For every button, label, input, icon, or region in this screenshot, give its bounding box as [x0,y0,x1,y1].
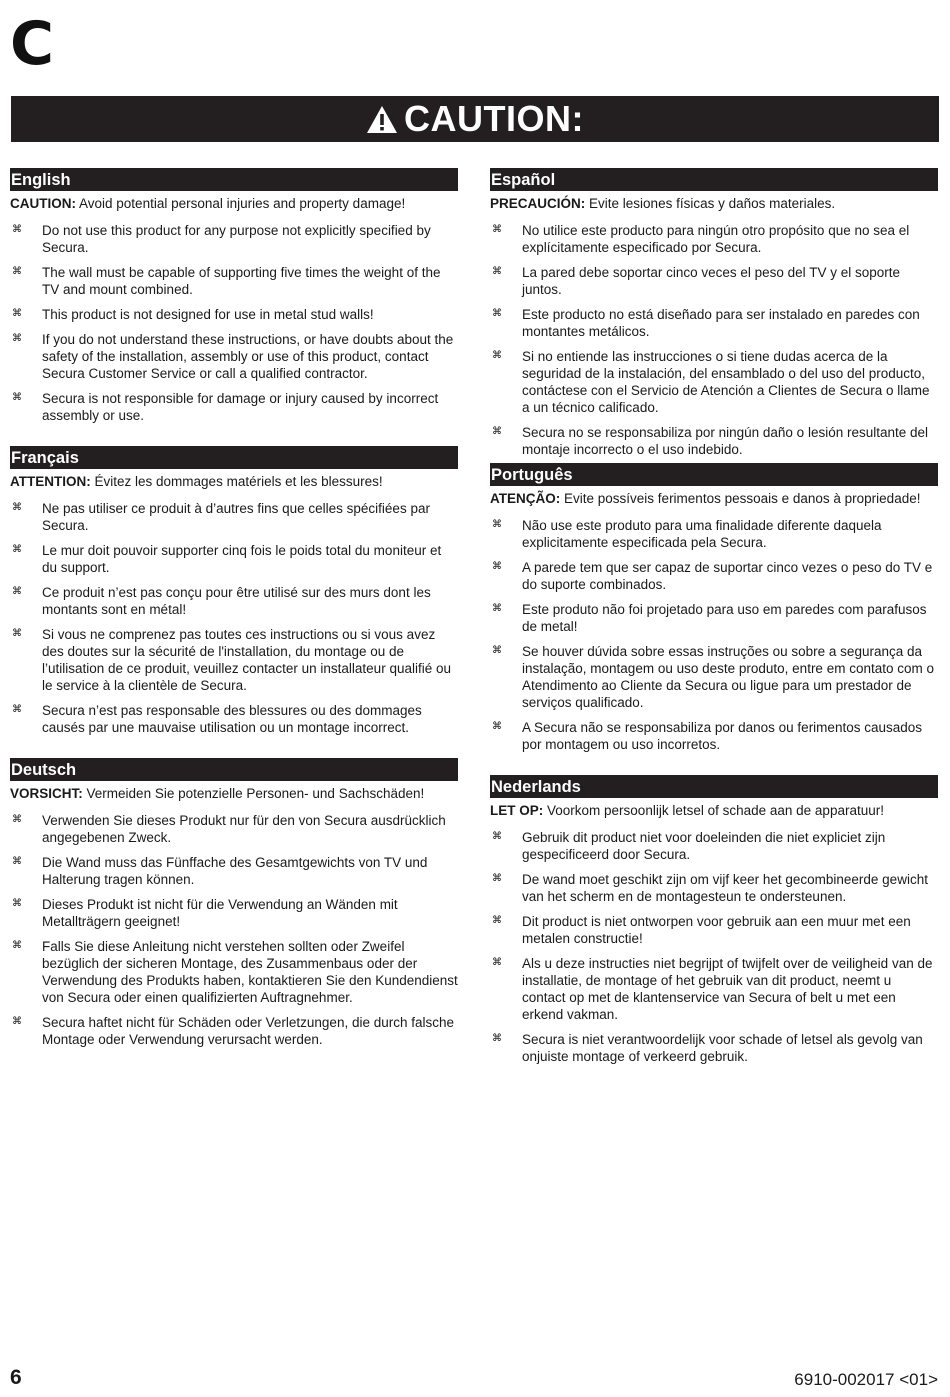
list-item [10,896,458,930]
list-item [490,719,938,753]
warning-line [10,473,458,490]
list-item-text: De wand moet geschikt zijn om vijf keer het gecombineerde gewicht van het scherm en de montagesteun te ondersteunen. [522,872,928,904]
bullet-icon: ⌘ [492,426,502,437]
warning-text: Evite lesiones físicas y daños materiales. [589,196,836,211]
list-item [10,584,458,618]
list-item-text: Do not use this product for any purpose not explicitly specified by Secura. [42,223,431,255]
list-item [490,601,938,635]
list-item [10,222,458,256]
language-header: Deutsch [10,758,458,781]
list-item-text: La pared debe soportar cinco veces el peso del TV y el soporte juntos. [522,265,900,297]
list-item-text: Ne pas utiliser ce produit à d’autres fins que celles spécifiées par Secura. [42,501,430,533]
list-item-text: No utilice este producto para ningún otro propósito que no sea el explícitamente especificado por Secura. [522,223,910,255]
list-item-text: Verwenden Sie dieses Produkt nur für den von Secura ausdrücklich angegebenen Zweck. [42,813,446,845]
language-header: Français [10,446,458,469]
bullet-icon: ⌘ [492,266,502,277]
list-item [10,390,458,424]
list-item-text: The wall must be capable of supporting five times the weight of the TV and mount combined. [42,265,441,297]
list-item [10,1014,458,1048]
language-section-dutch [490,775,938,1073]
bullet-icon: ⌘ [12,224,22,235]
bullet-icon: ⌘ [492,224,502,235]
bullet-icon: ⌘ [492,350,502,361]
list-item-text: Falls Sie diese Anleitung nicht verstehen sollten oder Zweifel bezüglich der sicheren Montage, des Zusammenbaus oder der Verwendung des Produkts haben, kontaktieren Sie den Kundendienst von Secura oder einen qualifizierten Auftragnehmer. [42,939,458,1005]
list-item [10,702,458,736]
warning-label: ATENÇÃO: [490,491,561,506]
list-item-text: This product is not designed for use in metal stud walls! [42,307,374,322]
list-item-text: Não use este produto para uma finalidade diferente daquela explicitamente especificada pela Secura. [522,518,882,550]
list-item-text: Die Wand muss das Fünffache des Gesamtgewichts von TV und Halterung tragen können. [42,855,428,887]
list-item [10,542,458,576]
warning-text: Avoid potential personal injuries and property damage! [79,196,406,211]
list-item [490,829,938,863]
warning-text: Voorkom persoonlijk letsel of schade aan de apparatuur! [547,803,884,818]
list-item-text: Secura n’est pas responsable des blessures ou des dommages causés par une mauvaise utilisation ou un montage incorrect. [42,703,422,735]
language-section-english [10,168,458,432]
caution-list [10,812,458,1048]
list-item-text: A Secura não se responsabiliza por danos ou ferimentos causados por montagem ou uso incorretos. [522,720,922,752]
bullet-icon: ⌘ [492,603,502,614]
language-section-french [10,446,458,744]
bullet-icon: ⌘ [492,519,502,530]
bullet-icon: ⌘ [492,831,502,842]
bullet-icon: ⌘ [492,308,502,319]
bullet-icon: ⌘ [12,308,22,319]
bullet-icon: ⌘ [492,915,502,926]
warning-label: ATTENTION: [10,474,91,489]
warning-line [10,785,458,802]
list-item-text: Dit product is niet ontworpen voor gebruik aan een muur met een metalen constructie! [522,914,911,946]
language-header: Español [490,168,938,191]
warning-label: PRECAUCIÓN: [490,196,586,211]
bullet-icon: ⌘ [12,502,22,513]
warning-line [490,195,938,212]
language-header: Nederlands [490,775,938,798]
bullet-icon: ⌘ [492,873,502,884]
warning-text: Évitez les dommages matériels et les blessures! [94,474,383,489]
bullet-icon: ⌘ [12,586,22,597]
language-header: Português [490,463,938,486]
list-item-text: A parede tem que ser capaz de suportar cinco vezes o peso do TV e do suporte combinados. [522,560,933,592]
bullet-icon: ⌘ [12,940,22,951]
warning-label: LET OP: [490,803,544,818]
bullet-icon: ⌘ [12,392,22,403]
list-item-text: Si vous ne comprenez pas toutes ces instructions ou si vous avez des doutes sur la sécurité de l'installation, du montage ou de l’utilisation de ce produit, veuillez contacter un installateur qualifié ou le service à la clientèle de Secura. [42,627,451,693]
list-item [10,938,458,1006]
bullet-icon: ⌘ [12,544,22,555]
language-header: English [10,168,458,191]
list-item-text: Secura is not responsible for damage or injury caused by incorrect assembly or use. [42,391,439,423]
bullet-icon: ⌘ [12,856,22,867]
list-item [10,264,458,298]
list-item [490,871,938,905]
banner-title: CAUTION: [404,98,584,139]
warning-text: Evite possíveis ferimentos pessoais e danos à propriedade! [564,491,921,506]
list-item-text: Als u deze instructies niet begrijpt of twijfelt over de veiligheid van de installatie, de montage of het gebruik van dit product, neemt u contact op met de klantenservice van Secura of belt u met een erkend vakman. [522,956,933,1022]
caution-list [490,222,938,458]
bullet-icon: ⌘ [12,814,22,825]
bullet-icon: ⌘ [12,704,22,715]
warning-line [490,802,938,819]
list-item-text: Este producto no está diseñado para ser instalado en paredes con montantes metálicos. [522,307,920,339]
warning-line [490,490,938,507]
list-item [490,306,938,340]
language-section-portuguese [490,463,938,761]
list-item [10,626,458,694]
caution-list [490,829,938,1065]
list-item [490,643,938,711]
warning-label: VORSICHT: [10,786,83,801]
list-item [10,306,458,323]
list-item [10,331,458,382]
list-item-text: Secura no se responsabiliza por ningún daño o lesión resultante del montaje incorrecto o el uso indebido. [522,425,929,457]
list-item [10,500,458,534]
bullet-icon: ⌘ [12,1016,22,1027]
bullet-icon: ⌘ [492,561,502,572]
list-item [490,559,938,593]
list-item [490,517,938,551]
caution-list [490,517,938,753]
list-item-text: Si no entiende las instrucciones o si tiene dudas acerca de la seguridad de la instalación, del ensamblado o del uso del producto, contáctese con el Servicio de Atención a Clientes de Secura o llame a un técnico calificado. [522,349,930,415]
list-item [490,348,938,416]
document-number: 6910-002017 <01> [794,1370,938,1389]
list-item [10,812,458,846]
bullet-icon: ⌘ [12,898,22,909]
bullet-icon: ⌘ [492,1033,502,1044]
language-section-spanish [490,168,938,466]
section-letter: C [10,9,55,79]
list-item-text: Ce produit n’est pas conçu pour être utilisé sur des murs dont les montants sont en métal! [42,585,431,617]
list-item-text: Secura is niet verantwoordelijk voor schade of letsel als gevolg van onjuiste montage of verkeerd gebruik. [522,1032,923,1064]
list-item-text: Le mur doit pouvoir supporter cinq fois le poids total du moniteur et du support. [42,543,442,575]
list-item-text: Se houver dúvida sobre essas instruções ou sobre a segurança da instalação, montagem ou uso deste produto, entre em contato com o Atendimento ao Cliente da Secura ou ligue para um prestador de serviços qualificado. [522,644,934,710]
bullet-icon: ⌘ [492,957,502,968]
list-item [10,854,458,888]
list-item-text: Gebruik dit product niet voor doeleinden die niet expliciet zijn gespecificeerd door Secura. [522,830,886,862]
warning-text: Vermeiden Sie potenzielle Personen- und Sachschäden! [86,786,425,801]
caution-list [10,222,458,424]
warning-label: CAUTION: [10,196,76,211]
page-number: 6 [10,1366,22,1389]
list-item-text: Dieses Produkt ist nicht für die Verwendung an Wänden mit Metallträgern geeignet! [42,897,398,929]
bullet-icon: ⌘ [12,628,22,639]
bullet-icon: ⌘ [12,266,22,277]
bullet-icon: ⌘ [492,645,502,656]
language-section-german [10,758,458,1056]
warning-line [10,195,458,212]
warning-triangle-icon [366,105,398,134]
caution-list [10,500,458,736]
bullet-icon: ⌘ [492,721,502,732]
list-item [490,1031,938,1065]
bullet-icon: ⌘ [12,333,22,344]
list-item-text: If you do not understand these instructions, or have doubts about the safety of the installation, assembly or use of this product, contact Secura Customer Service or call a qualified contractor. [42,332,454,381]
list-item-text: Secura haftet nicht für Schäden oder Verletzungen, die durch falsche Montage oder Verwendung verursacht werden. [42,1015,455,1047]
list-item [490,955,938,1023]
list-item [490,222,938,256]
caution-banner [11,96,939,142]
list-item [490,913,938,947]
list-item [490,264,938,298]
list-item [490,424,938,458]
list-item-text: Este produto não foi projetado para uso em paredes com parafusos de metal! [522,602,927,634]
